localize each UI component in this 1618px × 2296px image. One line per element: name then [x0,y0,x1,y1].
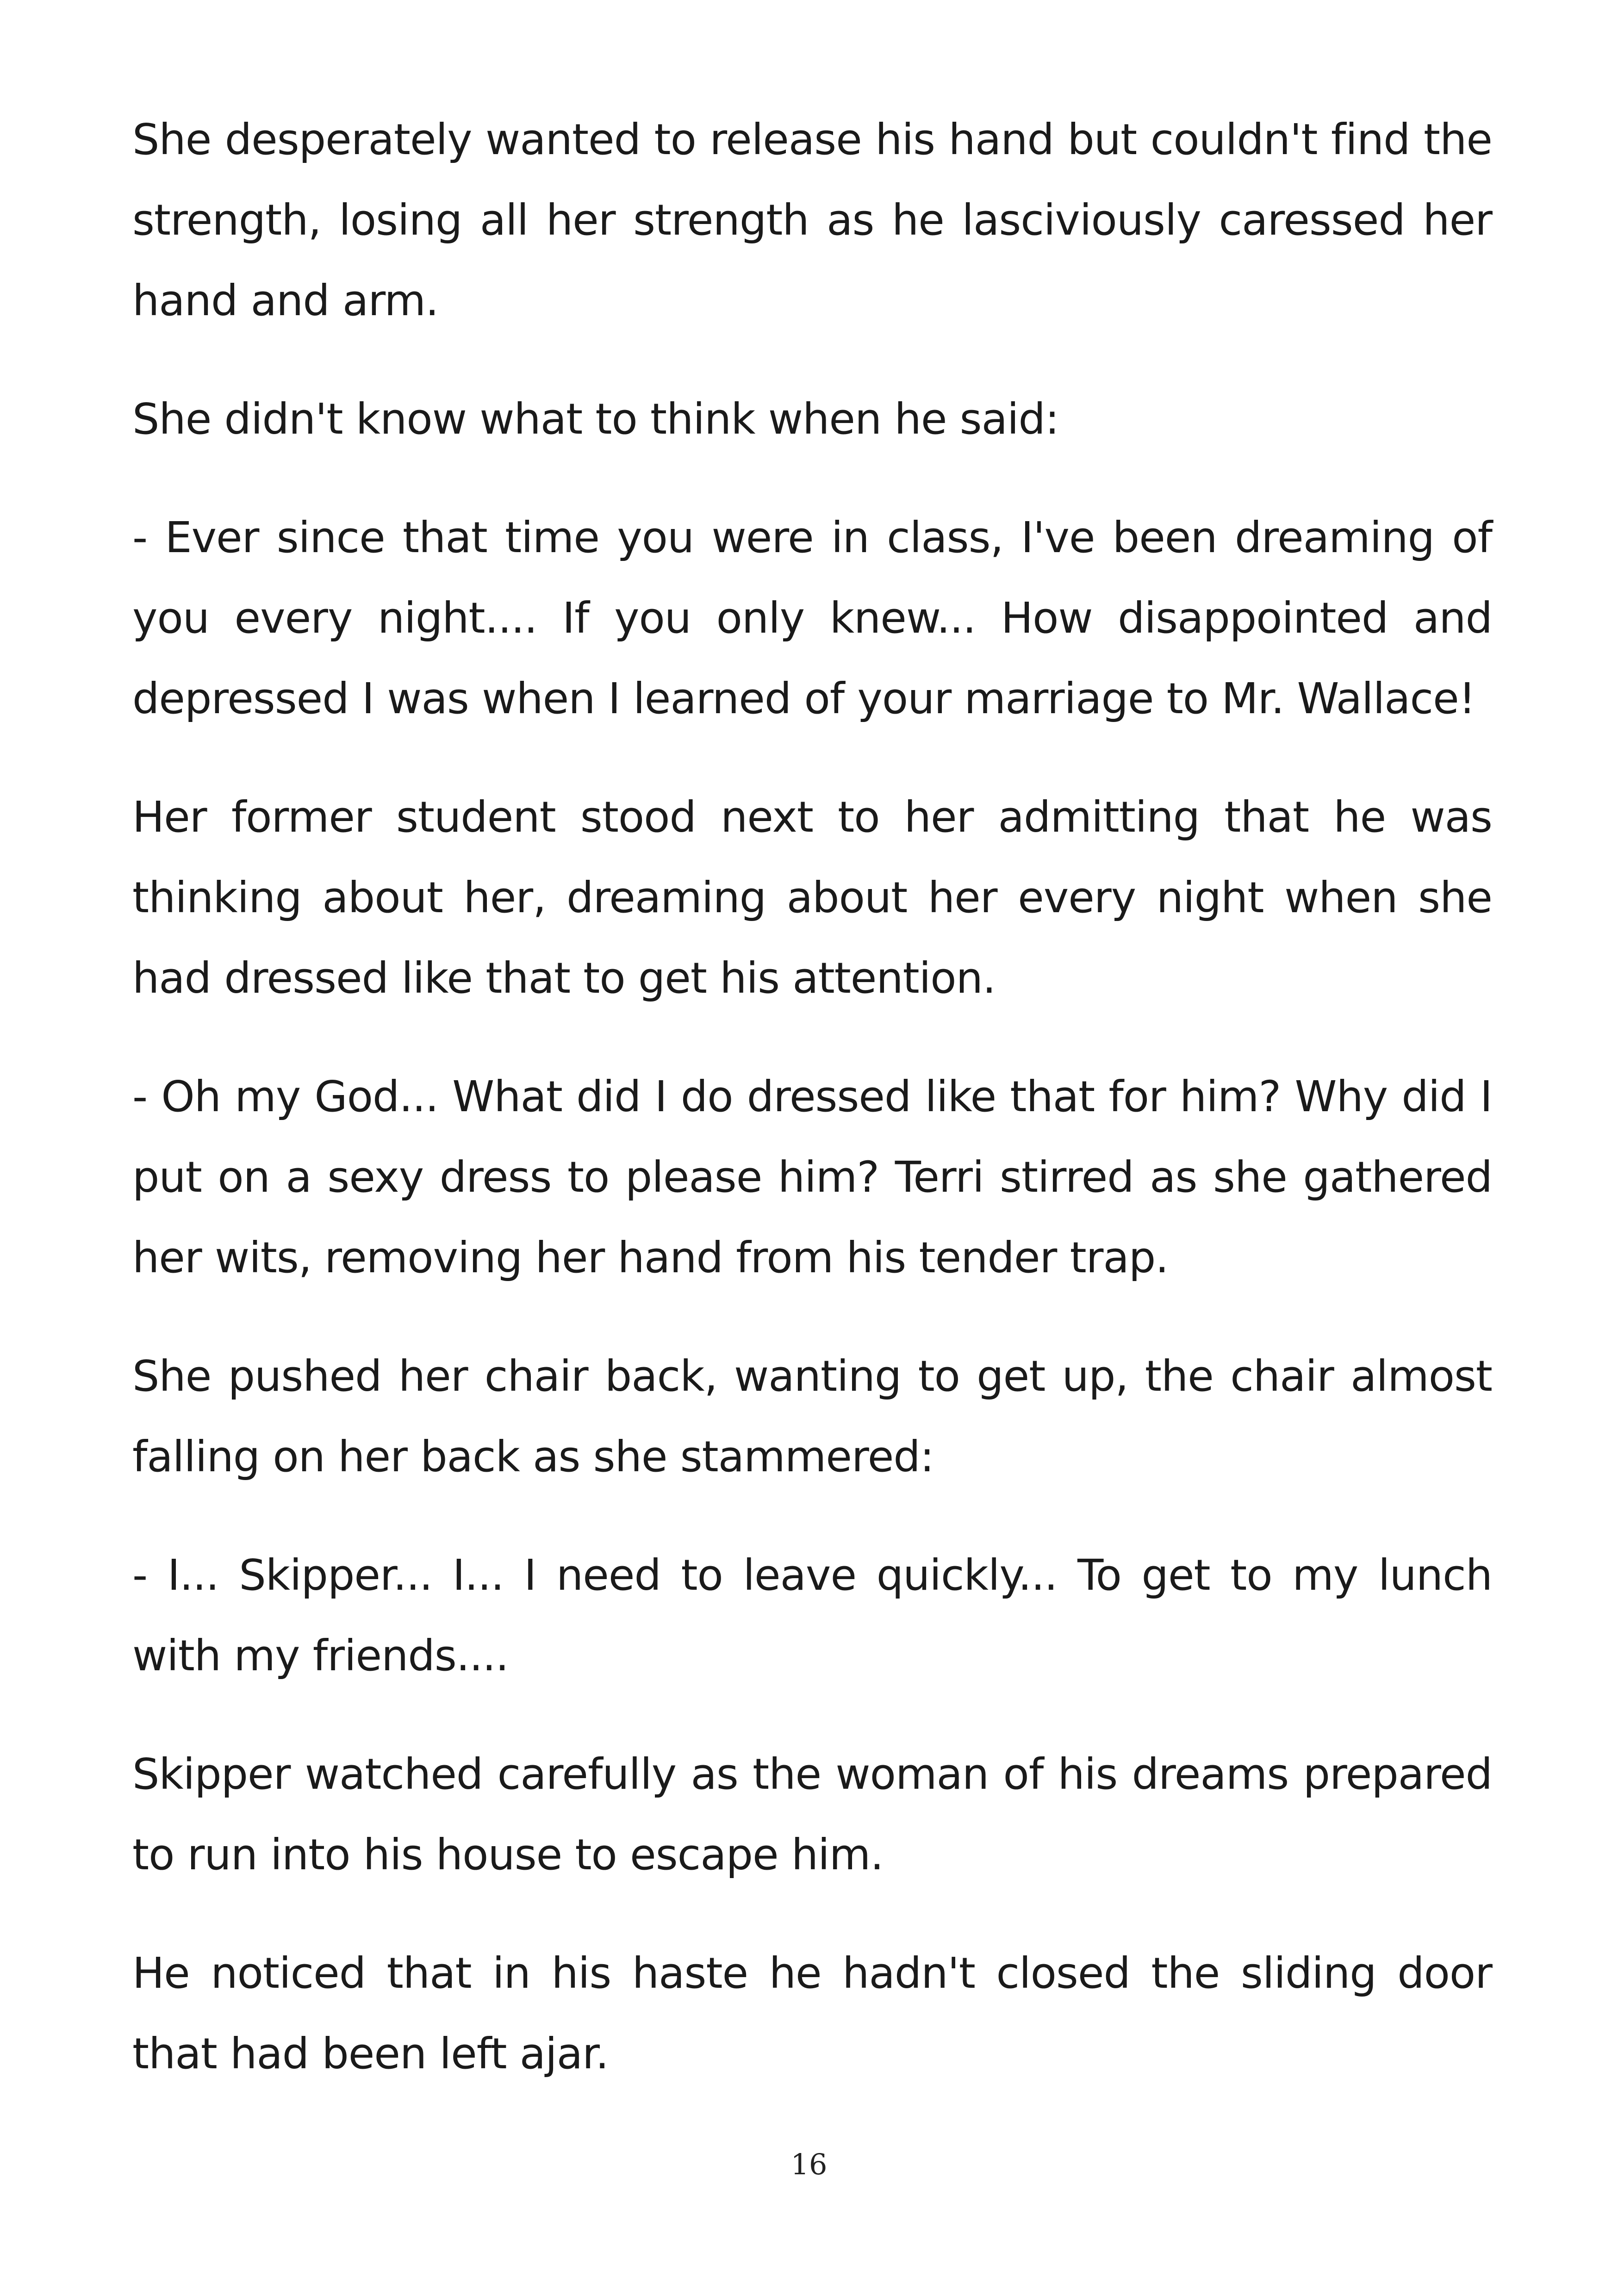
page-body [132,100,1492,2132]
page-number: 16 [790,2147,828,2181]
paragraph: He noticed that in his haste he hadn't closed the sliding door that had been left ajar. [132,1948,1492,2078]
paragraph: She desperately wanted to release his hand but couldn't find the strength, losing all her strength as he lasciviously caressed her hand and arm. [132,115,1492,325]
paragraph: - I... Skipper... I... I need to leave quickly... To get to my lunch with my friends.... [132,1550,1492,1680]
paragraph: Skipper watched carefully as the woman of his dreams prepared to run into his house to escape him. [132,1749,1492,1879]
paragraph: She pushed her chair back, wanting to get up, the chair almost falling on her back as she stammered: [132,1351,1492,1481]
paragraph: Her former student stood next to her admitting that he was thinking about her, dreaming about her every night when she had dressed like that to get his attention. [132,792,1492,1003]
paragraph: - Oh my God... What did I do dressed like that for him? Why did I put on a sexy dress to please him? Terri stirred as she gathered her wits, removing her hand from his tender trap. [132,1072,1492,1282]
paragraph: - Ever since that time you were in class, I've been dreaming of you every night.... If you only knew... How disappointed and depressed I was when I learned of your marriage to Mr. Wallace! [132,513,1492,723]
paragraph: She didn't know what to think when he said: [132,394,1059,444]
